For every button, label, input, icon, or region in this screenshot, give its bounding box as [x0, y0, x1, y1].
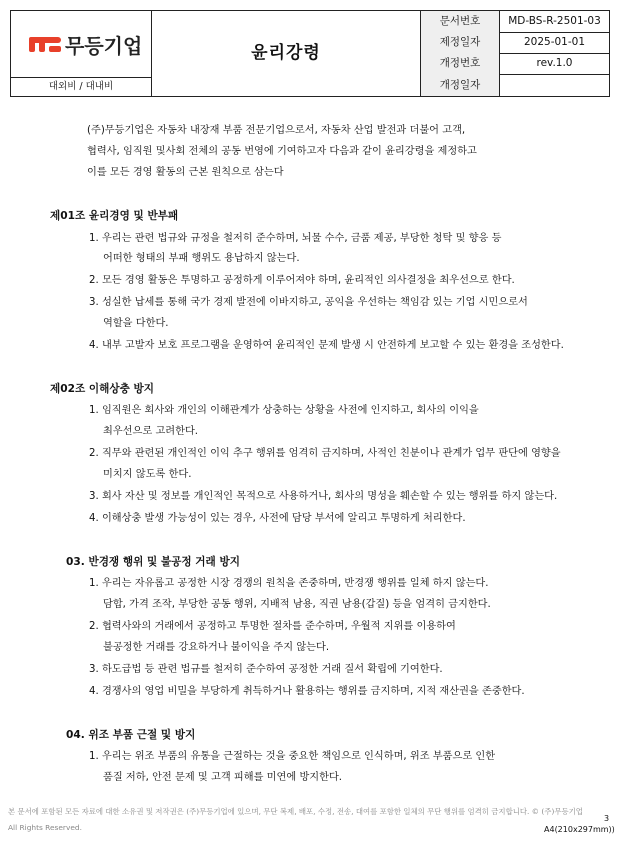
article-item: 3. 회사 자산 및 정보를 개인적인 목적으로 사용하거나, 회사의 명성을 훼손할 수 있는 행위를 하지 않는다. [89, 491, 558, 502]
all-rights-reserved: All Rights Reserved. [8, 823, 82, 832]
article-item: 2. 모든 경영 활동은 투명하고 공정하게 이루어져야 하며, 윤리적인 의사결정을 최우선으로 한다. [89, 275, 515, 286]
article-item-continuation: 담합, 가격 조작, 부당한 공동 행위, 지배적 남용, 직권 남용(갑질) 등을 엄격히 금지한다. [103, 599, 491, 610]
article-item-continuation: 불공정한 거래를 강요하거나 불이익을 주지 않는다. [103, 642, 330, 653]
meta-value: 2025-01-01 [523, 36, 586, 48]
article-item: 2. 직무와 관련된 개인적인 이익 추구 행위를 엄격히 금지하며, 사적인 친분이나 관계가 업무 판단에 영향을 [89, 448, 561, 459]
section-title: 04. 위조 부품 근절 및 방지 [66, 729, 196, 741]
meta-key: 문서번호 [421, 11, 500, 32]
meta-key: 개정번호 [421, 53, 500, 74]
article-item: 4. 경쟁사의 영업 비밀을 부당하게 취득하거나 활용하는 행위를 금지하며, 지적 재산권을 존중한다. [89, 686, 525, 697]
article-item: 1. 임직원은 회사와 개인의 이해관계가 상충하는 상황을 사전에 인지하고, 회사의 이익을 [89, 405, 479, 416]
intro-line: (주)무등기업은 자동차 내장재 부품 전문기업으로서, 자동차 산업 발전과 더불어 고객, [87, 125, 466, 136]
section-title: 제02조 이해상충 방지 [50, 383, 154, 395]
article-item-continuation: 최우선으로 고려한다. [103, 426, 199, 437]
meta-value: rev.1.0 [536, 57, 573, 69]
article-item-continuation: 어떠한 형태의 부패 행위도 용납하지 않는다. [103, 253, 300, 264]
page-number: 3 [604, 814, 610, 823]
company-name: 무등기업 [65, 33, 143, 58]
article-item: 1. 우리는 관련 법규와 규정을 철저히 준수하며, 뇌물 수수, 금품 제공, 부당한 청탁 및 향응 등 [89, 233, 502, 244]
article-item: 2. 협력사와의 거래에서 공정하고 투명한 절차를 준수하며, 우월적 지위를 이용하여 [89, 621, 456, 632]
article-item-continuation: 역할을 다한다. [103, 318, 169, 329]
article-item: 4. 이해상충 발생 가능성이 있는 경우, 사전에 담당 부서에 알리고 투명하게 처리한다. [89, 513, 466, 524]
copyright-notice: 본 문서에 포함된 모든 자료에 대한 소유권 및 저작권은 (주)무등기업에 있으며, 무단 복제, 배포, 수정, 전송, 대여를 포함한 일체의 무단 행위를 엄격히 금지합니다. © (주)무등기업 [8, 807, 583, 816]
article-item: 3. 성실한 납세를 통해 국가 경제 발전에 이바지하고, 공익을 우선하는 책임감 있는 기업 시민으로서 [89, 297, 528, 308]
article-item-continuation: 미치지 않도록 한다. [103, 469, 192, 480]
article-item: 3. 하도급법 등 관련 법규를 철저히 준수하여 공정한 거래 질서 확립에 기여한다. [89, 664, 443, 675]
article-item: 1. 우리는 위조 부품의 유통을 근절하는 것을 중요한 책임으로 인식하며, 위조 부품으로 인한 [89, 751, 496, 762]
article-item: 1. 우리는 자유롭고 공정한 시장 경쟁의 원칙을 존중하며, 반경쟁 행위를 일체 하지 않는다. [89, 578, 489, 589]
meta-value: MD-BS-R-2501-03 [508, 15, 601, 27]
intro-line: 이를 모든 경영 활동의 근본 원칙으로 삼는다 [87, 167, 284, 178]
intro-line: 협력사, 임직원 및사회 전체의 공동 번영에 기여하고자 다음과 같이 윤리강령을 제정하고 [87, 146, 477, 157]
article-item-continuation: 품질 저하, 안전 문제 및 고객 피해를 미연에 방지한다. [103, 772, 343, 783]
section-title: 03. 반경쟁 행위 및 불공정 거래 방지 [66, 556, 240, 568]
confidentiality-scope: 대외비 / 대내비 [11, 78, 152, 96]
document-title: 윤리강령 [152, 11, 421, 96]
meta-key: 제정일자 [421, 32, 500, 53]
meta-key: 개정일자 [421, 74, 500, 96]
paper-size: A4(210x297mm)) [544, 825, 615, 834]
article-item: 4. 내부 고발자 보호 프로그램을 운영하여 윤리적인 문제 발생 시 안전하게 보고할 수 있는 환경을 조성한다. [89, 340, 564, 351]
section-title: 제01조 윤리경영 및 반부패 [50, 210, 179, 222]
